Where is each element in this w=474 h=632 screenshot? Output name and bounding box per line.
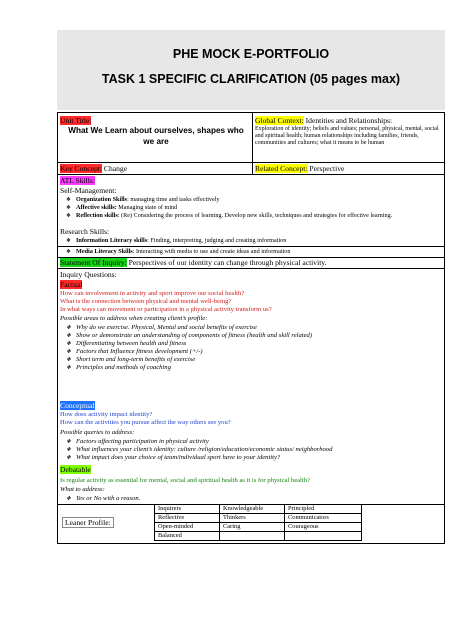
key-concept-value: Change	[103, 164, 128, 173]
global-context-description: Exploration of identity; beliefs and values; personal, physical, mental, social and spiritual health; human relationships including families, friends, communities and cultures; what it means to be human	[255, 126, 439, 147]
factual-question: How can involvement in activity and sport improve our social health?	[60, 290, 245, 297]
factual-areas-list	[58, 324, 440, 372]
list-item: ❖ Factors that Influence fitness development (+/-)	[58, 348, 440, 356]
global-context-value: Identities and Relationships:	[305, 116, 393, 125]
unit-cell	[58, 113, 253, 162]
table-row	[155, 532, 362, 541]
list-item: ❖ Reflection skills: (Re) Considering the process of learning. Develop new skills, techniques and strategies for effective learning.	[58, 212, 440, 220]
list-item: ❖ Principles and methods of coaching	[58, 364, 440, 372]
atl-row	[58, 175, 444, 247]
conceptual-queries-intro: Possible queries to address:	[60, 429, 135, 436]
related-concept-cell	[255, 164, 441, 173]
conceptual-questions	[60, 411, 440, 427]
table-cell: Open-minded	[155, 523, 220, 532]
page-title: PHE MOCK E-PORTFOLIO	[172, 47, 330, 61]
table-cell: Reflective	[155, 514, 220, 523]
factual-questions	[60, 290, 440, 314]
table-cell: Principled	[285, 505, 362, 514]
list-item: ❖ What influences your client’s identity: culture /religion/education/economic status/ neighborhood	[58, 446, 440, 454]
self-management-list	[58, 196, 440, 220]
debatable-question: Is regular activity as essential for mental, social and spiritual health as it is for physical health?	[60, 477, 310, 484]
key-concept-cell	[60, 164, 250, 173]
title-banner	[57, 30, 445, 110]
concept-divider	[252, 163, 253, 174]
table-cell: Knowledgeable	[220, 505, 285, 514]
learner-profile-table	[154, 504, 362, 541]
page-subtitle: TASK 1 SPECIFIC CLARIFICATION (05 pages max)	[101, 72, 401, 86]
list-item: ❖ Why do we exercise. Physical, Mental and social benefits of exercise	[58, 324, 440, 332]
key-concept-label: Key Concept:	[60, 164, 102, 173]
table-cell: Inquirers	[155, 505, 220, 514]
research-list	[58, 237, 440, 245]
research-heading: Research Skills:	[60, 227, 110, 236]
factual-question: What is the connection between physical and mental well-being?	[60, 298, 232, 305]
atl-label: ATL Skills:	[60, 176, 95, 185]
research-list-cont	[58, 248, 440, 256]
conceptual-queries-list	[58, 438, 440, 462]
table-row	[155, 523, 362, 532]
global-context-cell	[253, 113, 444, 162]
conceptual-question: How does activity impact identity?	[60, 411, 153, 418]
list-item: ❖ Media Literacy Skills: Interacting with media to use and create ideas and information	[58, 248, 440, 256]
conceptual-label: Conceptual	[60, 401, 95, 410]
list-item: ❖ Yes or No with a reason.	[58, 495, 440, 503]
table-row	[155, 505, 362, 514]
list-item: ❖ Affective skills: Managing state of mind	[58, 204, 440, 212]
soi-label: Statement Of Inquiry:	[60, 258, 127, 267]
table-cell: Communicators	[285, 514, 362, 523]
concept-row	[58, 163, 444, 175]
list-item: ❖ Show or demonstrate an understanding of components of fitness (health and skill related)	[58, 332, 440, 340]
table-row	[155, 514, 362, 523]
related-concept-value: Perspective	[309, 164, 345, 173]
table-cell: Balanced	[155, 532, 220, 541]
unit-title: What We Learn about ourselves, shapes who we are	[68, 126, 244, 146]
debatable-address-list	[58, 495, 440, 503]
table-cell: Thinkers	[220, 514, 285, 523]
inquiry-heading: Inquiry Questions:	[60, 270, 117, 279]
table-cell: Courageous	[285, 523, 362, 532]
debatable-label: Debatable	[60, 465, 91, 474]
factual-areas-intro: Possible areas to address when creating client’s profile:	[60, 315, 208, 322]
factual-question: In what ways can movement or participation in a physical activity transform us?	[60, 306, 272, 313]
learner-profile-label: Leaner Profile:	[62, 517, 114, 528]
soi-value: Perspectives of our identity can change through physical activity.	[128, 258, 327, 267]
conceptual-question: How can the activities you pursue affect the way others see you?	[60, 419, 231, 426]
self-management-heading: Self-Management:	[60, 186, 117, 195]
unit-row	[58, 113, 444, 163]
table-cell	[220, 532, 285, 541]
list-item: ❖ Short term and long-term benefits of exercise	[58, 356, 440, 364]
related-concept-label: Related Concept:	[255, 164, 308, 173]
debatable-address-intro: What to address:	[60, 486, 105, 493]
list-item: ❖ Differentiating between health and fitness	[58, 340, 440, 348]
list-item: ❖ Factors affecting participation in physical activity	[58, 438, 440, 446]
list-item: ❖ What impact does your choice of team/individual sport have to your identity?	[58, 454, 440, 462]
table-cell: Caring	[220, 523, 285, 532]
soi-row	[58, 258, 444, 269]
table-cell	[285, 532, 362, 541]
list-item: ❖ Organization Skills: managing time and tasks effectively	[58, 196, 440, 204]
unit-planner-table	[57, 112, 445, 544]
global-context-label: Global Context:	[255, 116, 304, 125]
factual-label: Factual	[60, 280, 83, 289]
list-item: ❖ Information Literacy skills: Finding, interpreting, judging and creating information	[58, 237, 440, 245]
unit-title-label: Unit Title:	[60, 116, 92, 125]
